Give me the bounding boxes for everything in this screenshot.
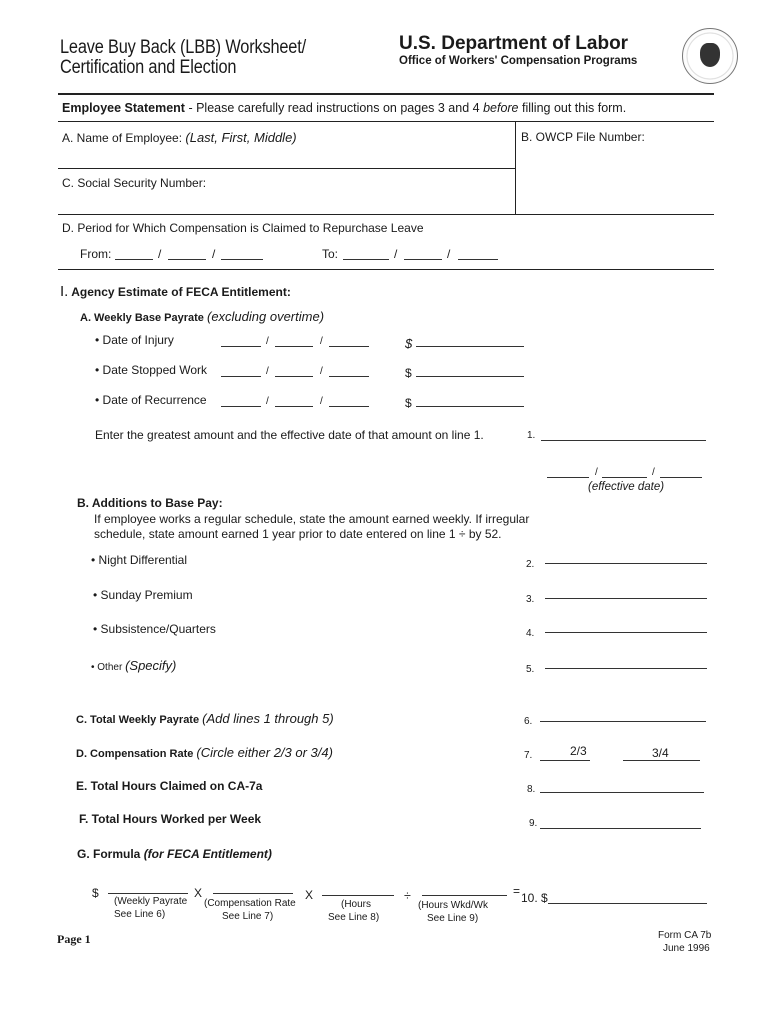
dollar-sign: $: [405, 396, 412, 410]
date-of-injury-label: • Date of Injury: [95, 333, 174, 347]
dollar-sign: $: [405, 366, 412, 380]
formula-hours-worked-field[interactable]: [422, 895, 507, 896]
formula-hint: (for FECA Entitlement): [143, 847, 272, 861]
line-number-8: 8.: [527, 784, 536, 795]
hours-wk-caption-2: See Line 9): [427, 913, 479, 924]
from-month-field[interactable]: [115, 259, 153, 260]
total-weekly-payrate-heading: [76, 711, 334, 726]
compensation-rate-heading: [76, 745, 333, 760]
slash: /: [212, 247, 216, 261]
to-month-field[interactable]: [343, 259, 389, 260]
slash: /: [447, 247, 451, 261]
weekly-base-payrate-label: A. Weekly Base Payrate: [80, 312, 207, 324]
line-9-field[interactable]: [540, 828, 701, 829]
page-number: Page 1: [57, 932, 91, 946]
divider: [58, 168, 515, 169]
section-1-roman: I.: [60, 283, 69, 300]
dollar-sign: $: [92, 886, 99, 900]
slash: /: [320, 396, 323, 407]
greatest-amount-instruction: Enter the greatest amount and the effective date of that amount on line 1.: [95, 428, 484, 442]
divider: [58, 269, 714, 270]
additions-text-1: If employee works a regular schedule, state the amount earned weekly. If irregular: [94, 512, 530, 526]
slash: /: [320, 366, 323, 377]
divider: [58, 214, 714, 215]
stopped-day-field[interactable]: [275, 376, 313, 377]
ssn-field[interactable]: C. Social Security Number:: [62, 176, 207, 190]
comp-rate-caption-2: See Line 7): [222, 911, 274, 922]
line-2-field[interactable]: [545, 563, 707, 564]
department-name: U.S. Department of Labor: [399, 33, 629, 54]
date-stopped-work-label: • Date Stopped Work: [95, 363, 208, 377]
slash: /: [652, 467, 655, 478]
compensation-rate-hint: (Circle either 2/3 or 3/4): [196, 745, 333, 760]
from-day-field[interactable]: [168, 259, 206, 260]
rate-option-two-thirds[interactable]: 2/3: [570, 744, 587, 758]
to-label: To:: [322, 247, 339, 261]
employee-name-hint: (Last, First, Middle): [185, 130, 297, 145]
line-number-1: 1.: [527, 430, 536, 441]
line-number-7: 7.: [524, 750, 533, 761]
employee-statement-emphasis: before: [483, 101, 519, 115]
slash: /: [595, 467, 598, 478]
rate-option-three-quarters[interactable]: 3/4: [652, 746, 669, 760]
employee-statement-text-end: filling out this form.: [518, 101, 627, 115]
slash: /: [266, 396, 269, 407]
other-hint: (Specify): [125, 658, 177, 673]
slash: /: [158, 247, 162, 261]
recurrence-day-field[interactable]: [275, 406, 313, 407]
hours-caption-1: (Hours: [341, 899, 372, 910]
formula-heading: [77, 847, 272, 861]
line-number-6: 6.: [524, 716, 533, 727]
formula-label: G. Formula: [77, 847, 144, 861]
office-name: Office of Workers' Compensation Programs: [399, 55, 638, 67]
line-6-field[interactable]: [540, 721, 706, 722]
period-label: D. Period for Which Compensation is Claimed to Repurchase Leave: [62, 221, 424, 235]
formula-weekly-payrate-field[interactable]: [108, 893, 188, 894]
section-1-title: Agency Estimate of FECA Entitlement:: [68, 285, 291, 299]
effective-date-label: (effective date): [588, 481, 665, 493]
line-10-field[interactable]: [548, 903, 707, 904]
line-5-field[interactable]: [545, 668, 707, 669]
employee-statement-text: - Please carefully read instructions on pages 3 and 4: [184, 101, 484, 115]
injury-amount-field[interactable]: [416, 346, 524, 347]
injury-month-field[interactable]: [221, 346, 261, 347]
form-title-line2: Certification and Election: [60, 57, 237, 78]
effective-day-field[interactable]: [602, 477, 647, 478]
times-sign: X: [194, 886, 203, 900]
line-8-field[interactable]: [540, 792, 704, 793]
additions-heading: B. Additions to Base Pay:: [77, 496, 223, 510]
formula-hours-field[interactable]: [322, 895, 394, 896]
from-label: From:: [80, 247, 112, 261]
employee-name-field[interactable]: [62, 130, 297, 145]
employee-name-label: A. Name of Employee:: [62, 131, 186, 145]
injury-year-field[interactable]: [329, 346, 369, 347]
dol-seal-logo: [682, 28, 738, 84]
night-differential-label: • Night Differential: [91, 553, 188, 567]
dollar-sign: $: [405, 336, 413, 351]
to-year-field[interactable]: [458, 259, 498, 260]
other-label-row: [91, 658, 176, 673]
line-3-field[interactable]: [545, 598, 707, 599]
divider: [515, 121, 516, 214]
form-title-line1: Leave Buy Back (LBB) Worksheet/: [60, 37, 306, 58]
hours-caption-2: See Line 8): [328, 912, 380, 923]
hours-wk-caption-1: (Hours Wkd/Wk: [418, 900, 488, 911]
stopped-year-field[interactable]: [329, 376, 369, 377]
employee-statement-label: Employee Statement: [62, 101, 185, 115]
form-date: June 1996: [663, 943, 710, 954]
weekly-payrate-caption-1: (Weekly Payrate: [114, 896, 188, 907]
times-sign: X: [305, 888, 314, 902]
formula-compensation-rate-field[interactable]: [213, 893, 293, 894]
line-number-9: 9.: [529, 818, 538, 829]
divider: [58, 121, 714, 122]
total-weekly-payrate-label: C. Total Weekly Payrate: [76, 714, 203, 726]
compensation-rate-label: D. Compensation Rate: [76, 748, 197, 760]
total-hours-claimed-label: E. Total Hours Claimed on CA-7a: [76, 779, 263, 793]
additions-text-2: schedule, state amount earned 1 year prior to date entered on line 1 ÷ by 52.: [94, 527, 502, 541]
comp-rate-caption-1: (Compensation Rate: [204, 898, 296, 909]
to-day-field[interactable]: [404, 259, 442, 260]
employee-statement: [62, 101, 626, 115]
date-of-recurrence-label: • Date of Recurrence: [95, 393, 207, 407]
owcp-file-number-field[interactable]: B. OWCP File Number:: [521, 130, 645, 144]
total-hours-worked-label: F. Total Hours Worked per Week: [79, 812, 262, 826]
line-number-10: 10. $: [521, 891, 548, 905]
line-7-field-left: [540, 760, 590, 761]
injury-day-field[interactable]: [275, 346, 313, 347]
equals-sign: =: [513, 884, 521, 898]
form-number: Form CA 7b: [658, 930, 712, 941]
weekly-base-payrate-hint: (excluding overtime): [206, 309, 325, 324]
subsistence-label: • Subsistence/Quarters: [93, 622, 216, 636]
line-number-5: 5.: [526, 664, 535, 675]
effective-year-field[interactable]: [660, 477, 702, 478]
recurrence-amount-field[interactable]: [416, 406, 524, 407]
slash: /: [394, 247, 398, 261]
slash: /: [320, 336, 323, 347]
line-7-field-right: [623, 760, 700, 761]
from-year-field[interactable]: [221, 259, 263, 260]
line-4-field[interactable]: [545, 632, 707, 633]
line-number-3: 3.: [526, 594, 535, 605]
divide-sign: ÷: [404, 889, 411, 903]
weekly-base-payrate-heading: [80, 309, 324, 324]
sunday-premium-label: • Sunday Premium: [93, 588, 193, 602]
header-rule: [58, 93, 714, 95]
effective-month-field[interactable]: [547, 477, 589, 478]
line-number-4: 4.: [526, 628, 535, 639]
recurrence-year-field[interactable]: [329, 406, 369, 407]
stopped-month-field[interactable]: [221, 376, 261, 377]
line-1-field[interactable]: [541, 440, 706, 441]
section-1-heading: [60, 283, 291, 300]
stopped-amount-field[interactable]: [416, 376, 524, 377]
slash: /: [266, 366, 269, 377]
total-weekly-payrate-hint: (Add lines 1 through 5): [202, 711, 334, 726]
slash: /: [266, 336, 269, 347]
line-number-2: 2.: [526, 559, 535, 570]
weekly-payrate-caption-2: See Line 6): [114, 909, 166, 920]
other-label: • Other: [91, 662, 126, 673]
recurrence-month-field[interactable]: [221, 406, 261, 407]
